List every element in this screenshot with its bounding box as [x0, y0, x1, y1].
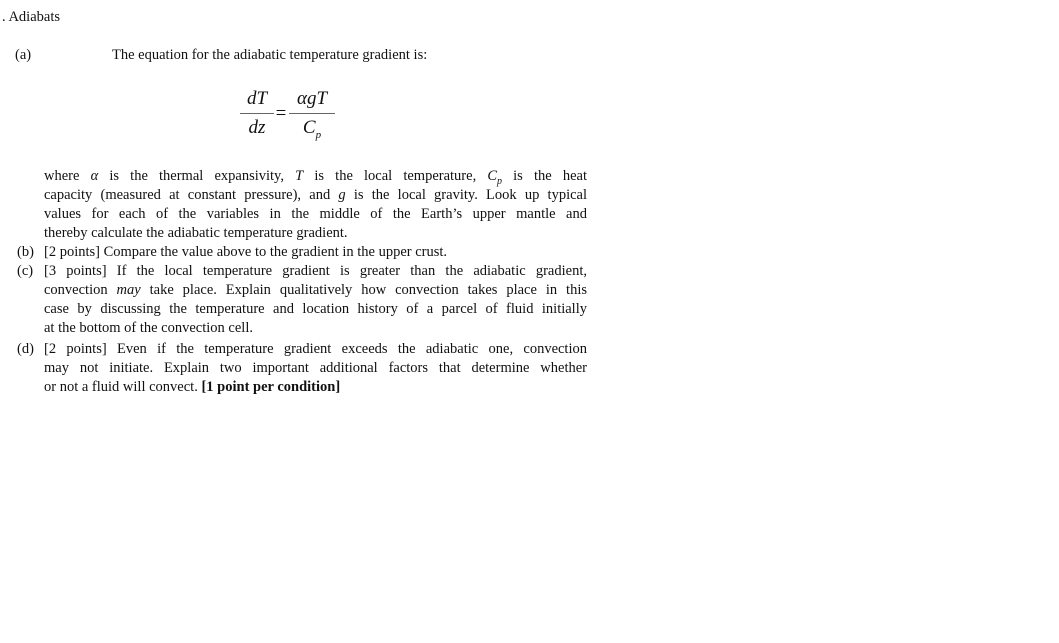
part-d-line-1: [2 points] Even if the temperature gradient exceeds the adiabatic one, convection: [44, 341, 587, 357]
eq-rhs-fraction-bar: [289, 113, 335, 114]
part-c-line-1: [3 points] If the local temperature gradient is greater than the adiabatic gradient,: [44, 263, 587, 279]
eq-lhs-numerator: dT: [246, 88, 268, 109]
part-a-line-1: where α is the thermal expansivity, T is the local temperature, $C_p$ is the heat: [44, 168, 587, 187]
part-b-label: (b): [17, 244, 34, 260]
part-a-line-2: capacity (measured at constant pressure), and g is the local gravity. Look up typical: [44, 187, 587, 203]
eq-cp-sub: p: [315, 128, 322, 141]
part-c-line-4: at the bottom of the convection cell.: [44, 320, 253, 336]
eq-lhs-denominator: dz: [248, 117, 266, 138]
part-a-line-4: thereby calculate the adiabatic temperature gradient.: [44, 225, 348, 241]
part-c-line-3: case by discussing the temperature and location history of a parcel of fluid initially: [44, 301, 587, 317]
points-note: [1 point per condition]: [201, 379, 341, 395]
eq-cp: C: [302, 117, 316, 138]
part-d-line-3: or not a fluid will convect. [1 point per condition]: [44, 379, 341, 395]
eq-equals: =: [275, 103, 287, 124]
eq-rhs-denominator: [288, 117, 336, 141]
part-a-label: (a): [15, 47, 32, 63]
section-title: . Adiabats: [2, 9, 60, 25]
eq-lhs-fraction-bar: [240, 113, 274, 114]
part-a-line-3: values for each of the variables in the middle of the Earth’s upper mantle and: [44, 206, 587, 222]
part-d-line-2: may not initiate. Explain two important additional factors that determine whether: [44, 360, 587, 376]
part-a-intro: The equation for the adiabatic temperature gradient is:: [112, 47, 428, 63]
part-b-text: [2 points] Compare the value above to the gradient in the upper crust.: [44, 244, 448, 260]
part-c-label: (c): [17, 263, 34, 279]
eq-rhs-numerator: αgT: [296, 88, 328, 109]
part-c-line-2: convection may take place. Explain qualitatively how convection takes place in this: [44, 282, 587, 298]
part-d-label: (d): [17, 341, 34, 357]
